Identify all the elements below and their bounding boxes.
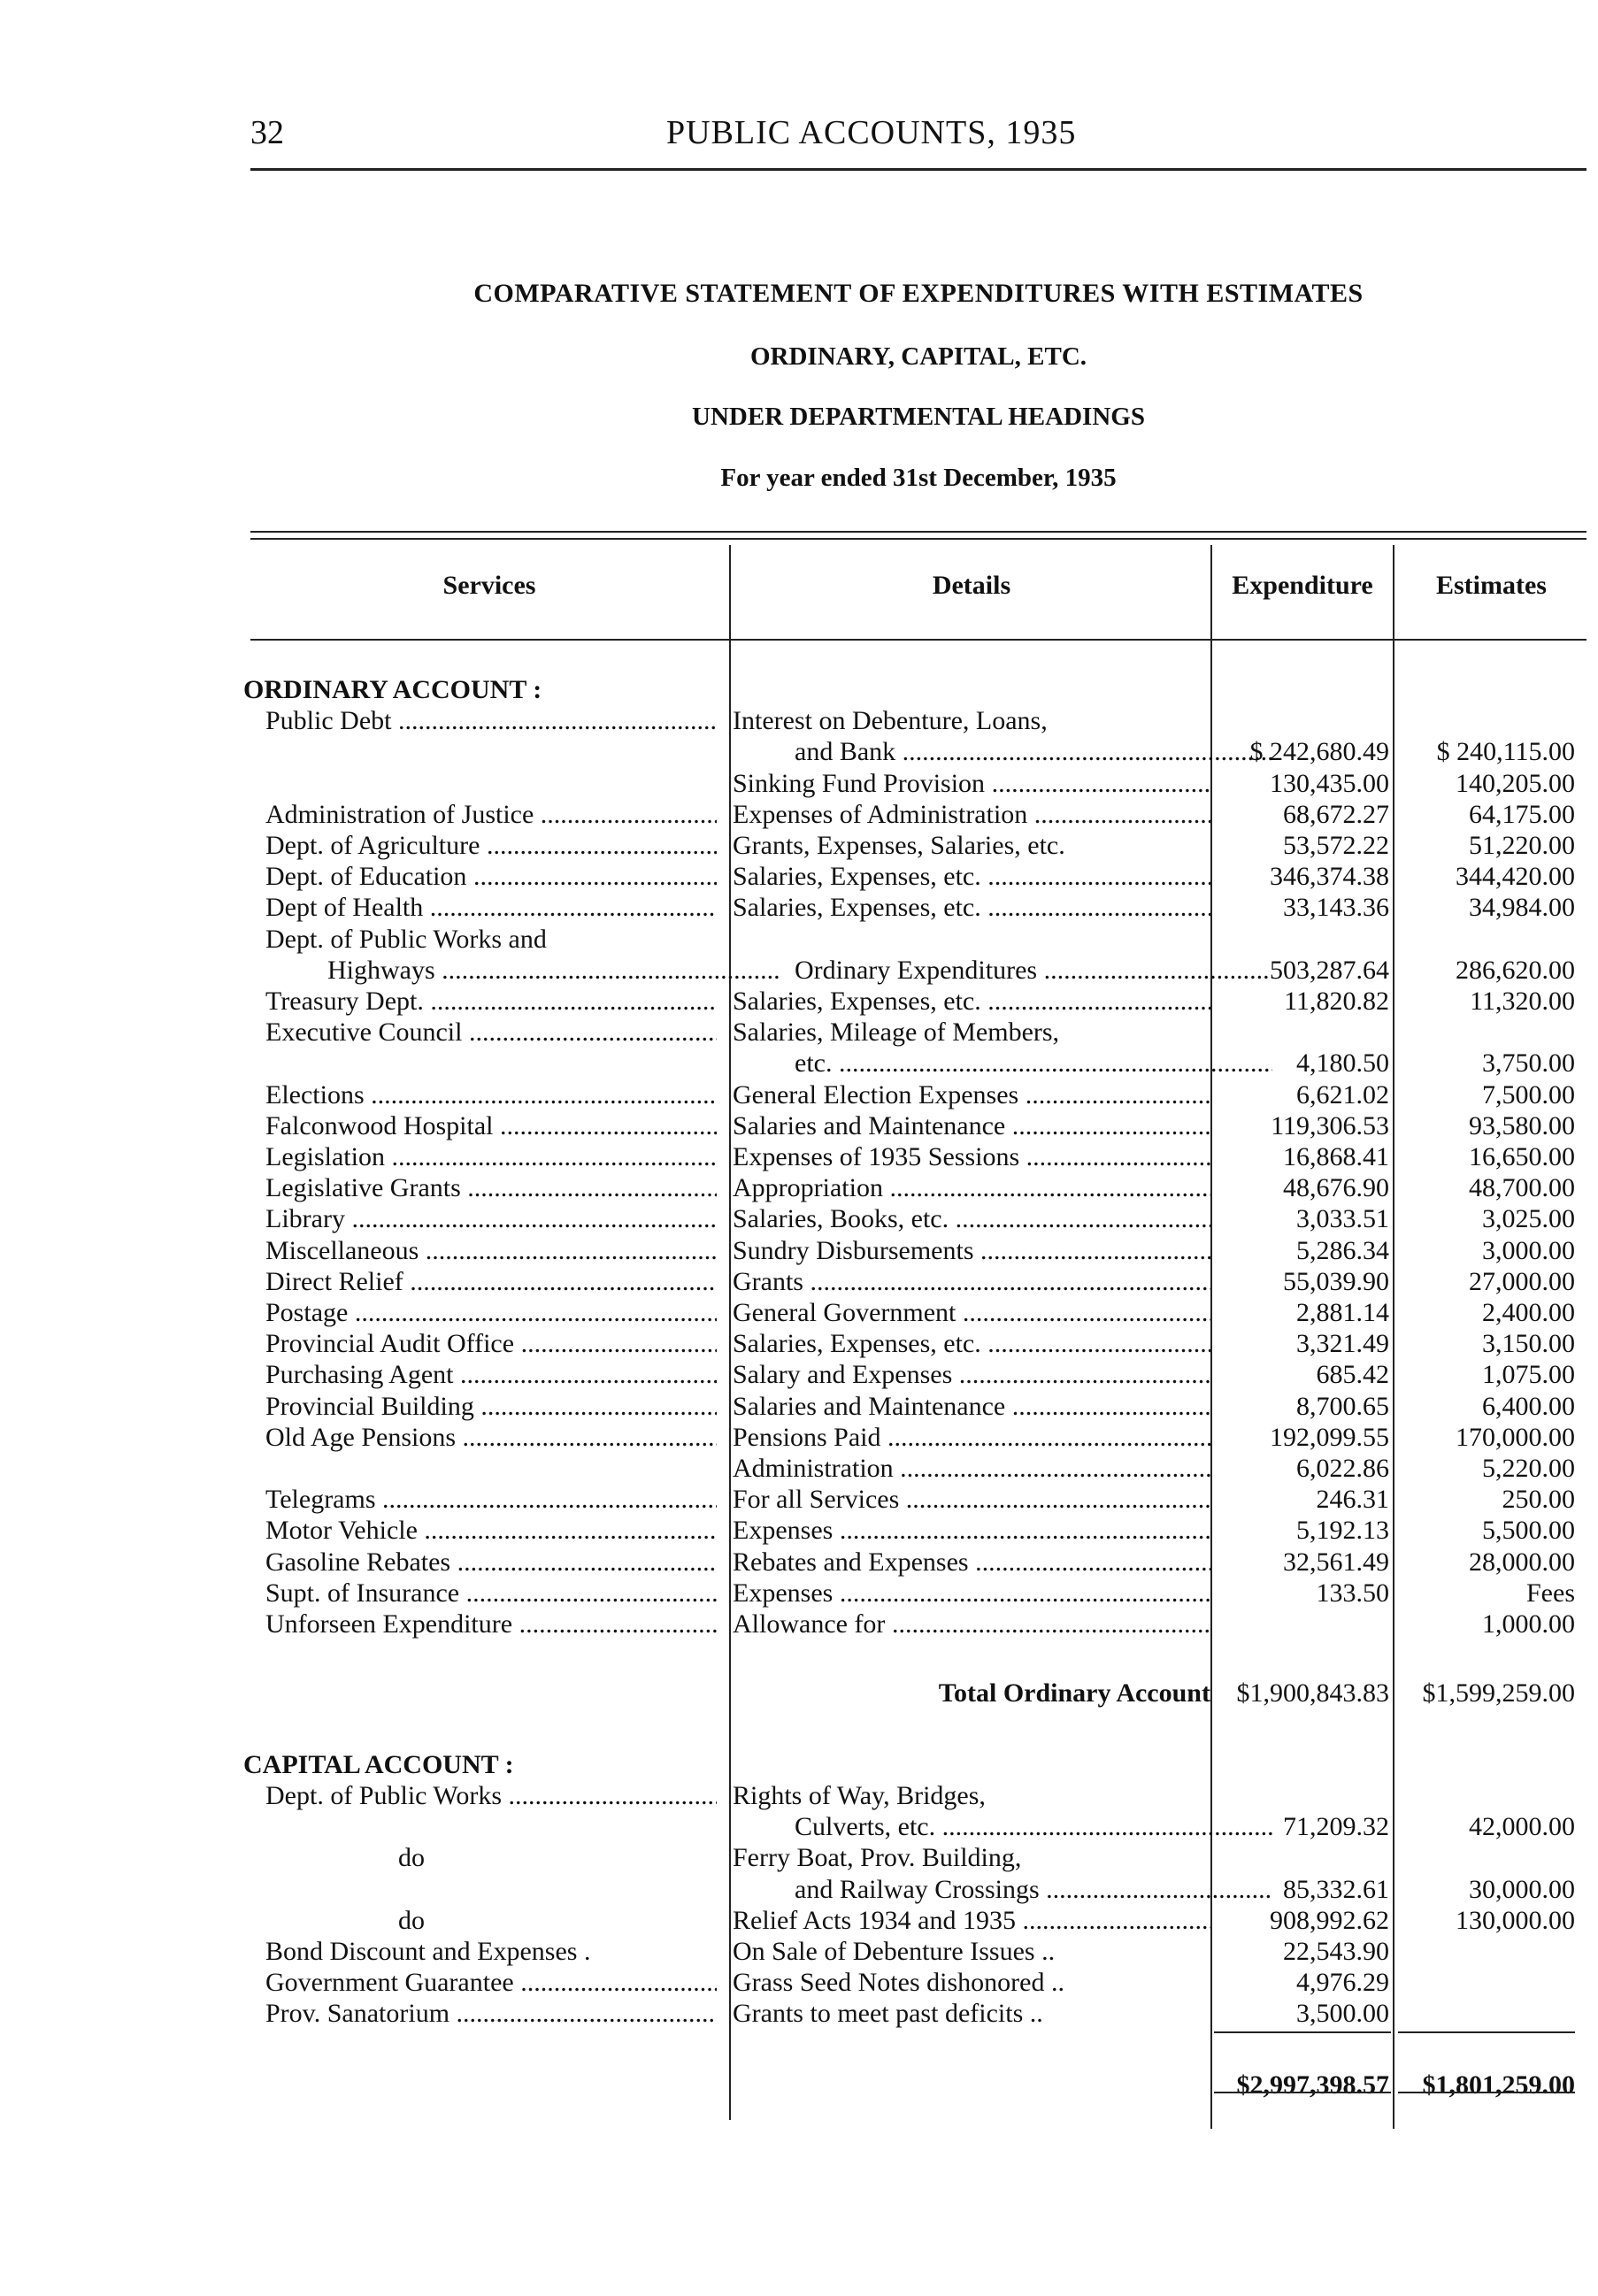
expenditure-cell: 48,676.90 [1283,1173,1389,1203]
table-row [0,1578,1598,1609]
estimate-cell: 6,400.00 [1482,1391,1575,1421]
estimate-cell: 7,500.00 [1482,1079,1575,1110]
total-row [0,1678,1598,1709]
expenditure-cell: 192,099.55 [1270,1422,1389,1452]
statement-title: COMPARATIVE STATEMENT OF EXPENDITURES WITH ESTIMATES [473,279,1364,308]
table-row [0,736,1598,767]
estimate-cell: 30,000.00 [1469,1874,1575,1904]
service-cell [265,1647,717,1678]
service-cell: do [398,1843,425,1873]
estimate-cell [1398,1718,1575,1749]
service-cell [265,1453,717,1484]
expenditure-cell: 85,332.61 [1283,1874,1389,1904]
table-row [0,1359,1598,1390]
table-row [0,799,1598,830]
expenditure-cell: 2,881.14 [1296,1298,1389,1327]
expenditure-cell: 133.50 [1316,1578,1389,1608]
expenditure-cell: 3,033.51 [1296,1204,1389,1234]
expenditure-cell [1214,1647,1389,1678]
estimate-cell [1398,1647,1575,1678]
service-cell: CAPITAL ACCOUNT : [243,1749,514,1779]
expenditure-cell: 503,287.64 [1270,955,1389,985]
estimate-cell [1398,1780,1575,1811]
service-cell: Falconwood Hospital ..... [265,1110,717,1141]
table-row [0,1515,1598,1546]
expenditure-cell: 3,321.49 [1296,1329,1389,1359]
expenditure-cell: 3,500.00 [1296,1999,1389,2029]
service-cell: Library ..... [265,1203,717,1234]
estimate-cell: 286,620.00 [1456,955,1575,985]
estimate-cell: 64,175.00 [1469,799,1575,829]
detail-cell [733,924,1210,955]
table-row [0,955,1598,986]
table-row [0,892,1598,923]
detail-cell: Pensions Paid ..... [733,1422,1210,1453]
service-cell [265,1048,717,1079]
table-row [0,1647,1598,1678]
expenditure-cell [1214,674,1389,705]
page-number: 32 [250,114,284,151]
expenditure-cell: 346,374.38 [1270,862,1389,892]
service-cell: Government Guarantee ..... [265,1967,717,1998]
col-header-details: Details [932,571,1011,600]
estimate-cell: 48,700.00 [1469,1173,1575,1203]
expenditure-cell: 119,306.53 [1271,1110,1389,1140]
detail-cell [733,1749,1210,1780]
service-cell: Administration of Justice ..... [265,799,717,830]
expenditure-cell [1214,705,1389,736]
service-cell: Miscellaneous ..... [265,1235,717,1266]
expenditure-cell: 33,143.36 [1283,893,1389,923]
col-header-expenditure: Expenditure [1232,571,1373,600]
grand-total-rule-est [1398,2092,1575,2093]
expenditure-cell: 908,992.62 [1270,1905,1389,1935]
detail-cell: Relief Acts 1934 and 1935 ..... [733,1905,1210,1936]
estimate-cell [1398,2039,1575,2069]
service-cell: Treasury Dept. ..... [265,986,717,1017]
detail-cell: Expenses of Administration ..... [733,799,1210,830]
detail-cell: On Sale of Debenture Issues .. [733,1937,1056,1966]
subtotal-rule-exp [1214,2031,1391,2033]
expenditure-cell: 8,700.65 [1296,1391,1389,1421]
detail-cell: Salaries, Expenses, etc. ..... [733,861,1210,892]
service-cell: Public Debt ..... [265,705,717,736]
service-cell: Provincial Building ..... [265,1391,717,1422]
table-row [0,1547,1598,1578]
table-row [0,1967,1598,1998]
service-cell [265,768,717,799]
detail-cell: Grass Seed Notes dishonored .. [733,1968,1064,1998]
detail-cell: Salaries, Expenses, etc. ..... [733,986,1210,1017]
table-row [0,1780,1598,1811]
service-cell: Dept. of Agriculture ..... [265,830,717,861]
detail-cell: General Election Expenses ..... [733,1079,1210,1110]
service-cell: Provincial Audit Office ..... [265,1328,717,1359]
expenditure-cell [1214,1609,1389,1639]
detail-cell: Grants ..... [733,1266,1210,1297]
detail-cell: Allowance for ..... [733,1609,1210,1639]
service-cell: Dept of Health ..... [265,892,717,923]
expenditure-cell: 246.31 [1316,1485,1389,1515]
service-cell: Bond Discount and Expenses . [265,1937,591,1966]
detail-cell: and Railway Crossings ..... [733,1874,1272,1905]
table-row [0,924,1598,955]
table-top-rule [250,531,1586,533]
expenditure-cell [1214,2039,1389,2069]
section-heading-row [0,674,1598,705]
table-row [0,830,1598,861]
running-title: PUBLIC ACCOUNTS, 1935 [666,114,1077,151]
statement-heading: UNDER DEPARTMENTAL HEADINGS [692,403,1145,431]
table-row [0,1874,1598,1905]
service-cell: Dept. of Public Works ..... [265,1780,717,1811]
expenditure-cell: 6,022.86 [1296,1454,1389,1483]
estimate-cell: 250.00 [1502,1485,1575,1515]
detail-cell: Rebates and Expenses ..... [733,1547,1210,1578]
service-cell: Supt. of Insurance ..... [265,1578,717,1609]
detail-cell: Salaries, Expenses, etc. ..... [733,1328,1210,1359]
detail-cell: Salary and Expenses ..... [733,1359,1210,1390]
detail-cell: Salaries, Mileage of Members, [733,1017,1060,1048]
table-row [0,1328,1598,1359]
detail-cell: Appropriation ..... [733,1172,1210,1203]
expenditure-cell: 53,572.22 [1283,831,1389,860]
service-cell [265,1874,717,1905]
col-header-services: Services [442,571,536,600]
page-header [250,113,1586,157]
expenditure-cell: 4,976.29 [1296,1968,1389,1998]
expenditure-cell: 130,435.00 [1270,768,1389,798]
service-cell [265,1678,717,1709]
subtotal-rule-est [1398,2031,1575,2033]
header-rule [250,168,1586,171]
service-cell: do [398,1905,425,1935]
expenditure-cell: 11,820.82 [1284,987,1389,1016]
estimate-cell: 1,075.00 [1482,1360,1575,1390]
estimate-cell [1398,1936,1575,1967]
estimate-cell [1398,705,1575,736]
table-row [0,1905,1598,1936]
detail-cell [733,674,1210,705]
expenditure-cell: 4,180.50 [1296,1048,1389,1079]
estimate-cell [1398,924,1575,955]
estimate-cell: 11,320.00 [1470,987,1575,1016]
service-cell [265,1811,717,1842]
table-row [0,1172,1598,1203]
section-heading-row [0,1749,1598,1780]
detail-cell: For all Services ..... [733,1484,1210,1515]
estimate-cell: 34,984.00 [1469,893,1575,923]
estimate-cell: 51,220.00 [1469,831,1575,860]
table-row [0,1110,1598,1141]
estimate-cell: $1,801,259.00 [1422,2069,1575,2100]
service-cell: Purchasing Agent ..... [265,1359,717,1390]
grand-total-row [0,2069,1598,2100]
detail-cell: Expenses ..... [733,1515,1210,1546]
estimate-cell: 16,650.00 [1469,1142,1575,1171]
table-row [0,1842,1598,1873]
expenditure-cell: 22,543.90 [1283,1937,1389,1966]
detail-cell: General Government ..... [733,1297,1210,1328]
expenditure-cell: 71,209.32 [1283,1812,1389,1842]
estimate-cell [1398,1749,1575,1780]
table-row [0,1048,1598,1079]
expenditure-cell [1214,1780,1389,1811]
table-row [0,986,1598,1017]
expenditure-cell: 685.42 [1316,1360,1389,1390]
estimate-cell: 2,400.00 [1482,1298,1575,1327]
detail-cell [733,2039,1210,2069]
estimate-cell [1398,1017,1575,1048]
detail-cell: etc. ..... [733,1048,1272,1079]
table-row [0,2039,1598,2069]
grand-total-rule-exp [1214,2092,1391,2093]
table-row [0,1266,1598,1297]
expenditure-cell [1214,1017,1389,1048]
expenditure-cell: 16,868.41 [1283,1142,1389,1171]
table-row [0,1609,1598,1639]
service-cell [265,1718,717,1749]
detail-cell: Total Ordinary Account [938,1678,1210,1709]
estimate-cell: 3,150.00 [1482,1329,1575,1359]
service-cell: ORDINARY ACCOUNT : [243,675,542,704]
detail-cell: Ferry Boat, Prov. Building, [733,1843,1022,1873]
service-cell [265,2039,717,2069]
detail-cell: Sinking Fund Provision ..... [733,768,1210,799]
estimate-cell: 42,000.00 [1469,1812,1575,1842]
detail-cell: Expenses of 1935 Sessions ..... [733,1141,1210,1172]
table-row [0,1391,1598,1422]
estimate-cell: Fees [1526,1578,1575,1608]
estimate-cell [1398,1842,1575,1873]
table-row [0,1998,1598,2029]
expenditure-cell [1214,1842,1389,1873]
table-row [0,1017,1598,1048]
service-cell: Highways ..... [265,955,779,986]
expenditure-cell: 5,192.13 [1296,1516,1389,1546]
table-row [0,1235,1598,1266]
service-cell: Old Age Pensions ..... [265,1422,717,1453]
service-cell: Motor Vehicle ..... [265,1515,717,1546]
service-cell: Prov. Sanatorium ..... [265,1998,717,2029]
detail-cell: Salaries, Books, etc. ..... [733,1203,1210,1234]
detail-cell: Interest on Debenture, Loans, [733,706,1048,736]
expenditure-cell [1214,1749,1389,1780]
estimate-cell: 5,220.00 [1482,1454,1575,1483]
detail-cell: Expenses ..... [733,1578,1210,1609]
detail-cell [733,1647,1210,1678]
table-row [0,1453,1598,1484]
service-cell: Legislation ..... [265,1141,717,1172]
header-bottom-rule [250,639,1586,641]
service-cell: Telegrams ..... [265,1484,717,1515]
detail-cell: Salaries and Maintenance ..... [733,1391,1210,1422]
table-row [0,1718,1598,1749]
detail-cell: Culverts, etc. ..... [733,1811,1272,1842]
service-cell: Elections ..... [265,1079,717,1110]
expenditure-cell: $2,997,398.57 [1236,2069,1389,2100]
detail-cell: Salaries and Maintenance ..... [733,1110,1210,1141]
expenditure-cell: $1,900,843.83 [1236,1678,1389,1709]
estimate-cell: 3,025.00 [1482,1204,1575,1234]
statement-subtitle: ORDINARY, CAPITAL, ETC. [749,342,1087,371]
estimate-cell: 140,205.00 [1456,768,1575,798]
estimate-cell: 170,000.00 [1456,1422,1575,1452]
estimate-cell: $1,599,259.00 [1422,1678,1575,1709]
estimate-cell: 28,000.00 [1469,1547,1575,1577]
statement-period: For year ended 31st December, 1935 [720,464,1117,492]
expenditure-cell: 5,286.34 [1296,1235,1389,1265]
detail-cell: Administration ..... [733,1453,1210,1484]
table-row [0,1936,1598,1967]
service-cell [265,736,717,767]
table-row [0,1297,1598,1328]
service-cell: Dept. of Public Works and [265,924,547,954]
table-row [0,1141,1598,1172]
estimate-cell: 3,000.00 [1482,1235,1575,1265]
service-cell: Legislative Grants ..... [265,1172,717,1203]
estimate-cell: $ 240,115.00 [1436,737,1575,767]
detail-cell: Sundry Disbursements ..... [733,1235,1210,1266]
estimate-cell: 344,420.00 [1456,862,1575,892]
detail-cell: Ordinary Expenditures ..... [733,955,1272,986]
expenditure-cell: 32,561.49 [1283,1547,1389,1577]
service-cell [265,2069,717,2100]
detail-cell: and Bank ..... [733,736,1272,767]
service-cell: Executive Council ..... [265,1017,717,1048]
table-row [0,705,1598,736]
expenditure-cell: 6,621.02 [1296,1079,1389,1110]
table-top-rule-2 [250,538,1586,540]
estimate-cell [1398,1967,1575,1998]
detail-cell [733,1718,1210,1749]
expenditure-cell: $ 242,680.49 [1249,737,1389,767]
table-row [0,1484,1598,1515]
estimate-cell: 3,750.00 [1482,1048,1575,1079]
estimate-cell: 1,000.00 [1482,1609,1575,1639]
estimate-cell: 130,000.00 [1456,1905,1575,1935]
expenditure-cell [1214,924,1389,955]
service-cell: Postage ..... [265,1297,717,1328]
estimate-cell: 5,500.00 [1482,1516,1575,1546]
detail-cell: Grants to meet past deficits .. [733,1999,1043,2029]
service-cell: Gasoline Rebates ..... [265,1547,717,1578]
table-row [0,1079,1598,1110]
detail-cell [733,2069,1210,2100]
service-cell: Dept. of Education ..... [265,861,717,892]
table-row [0,1422,1598,1453]
estimate-cell: 27,000.00 [1469,1266,1575,1296]
col-header-estimates: Estimates [1436,571,1547,600]
detail-cell: Rights of Way, Bridges, [733,1781,986,1810]
estimate-cell: 93,580.00 [1469,1110,1575,1140]
table-row [0,1811,1598,1842]
detail-cell: Salaries, Expenses, etc. ..... [733,892,1210,923]
estimate-cell [1398,674,1575,705]
table-row [0,1203,1598,1234]
expenditure-cell [1214,1718,1389,1749]
table-row [0,768,1598,799]
service-cell: Unforseen Expenditure ..... [265,1609,717,1639]
detail-cell: Grants, Expenses, Salaries, etc. [733,831,1065,860]
expenditure-cell: 55,039.90 [1283,1266,1389,1296]
service-cell: Direct Relief ..... [265,1266,717,1297]
expenditure-cell: 68,672.27 [1283,799,1389,829]
table-row [0,861,1598,892]
estimate-cell [1398,1998,1575,2029]
